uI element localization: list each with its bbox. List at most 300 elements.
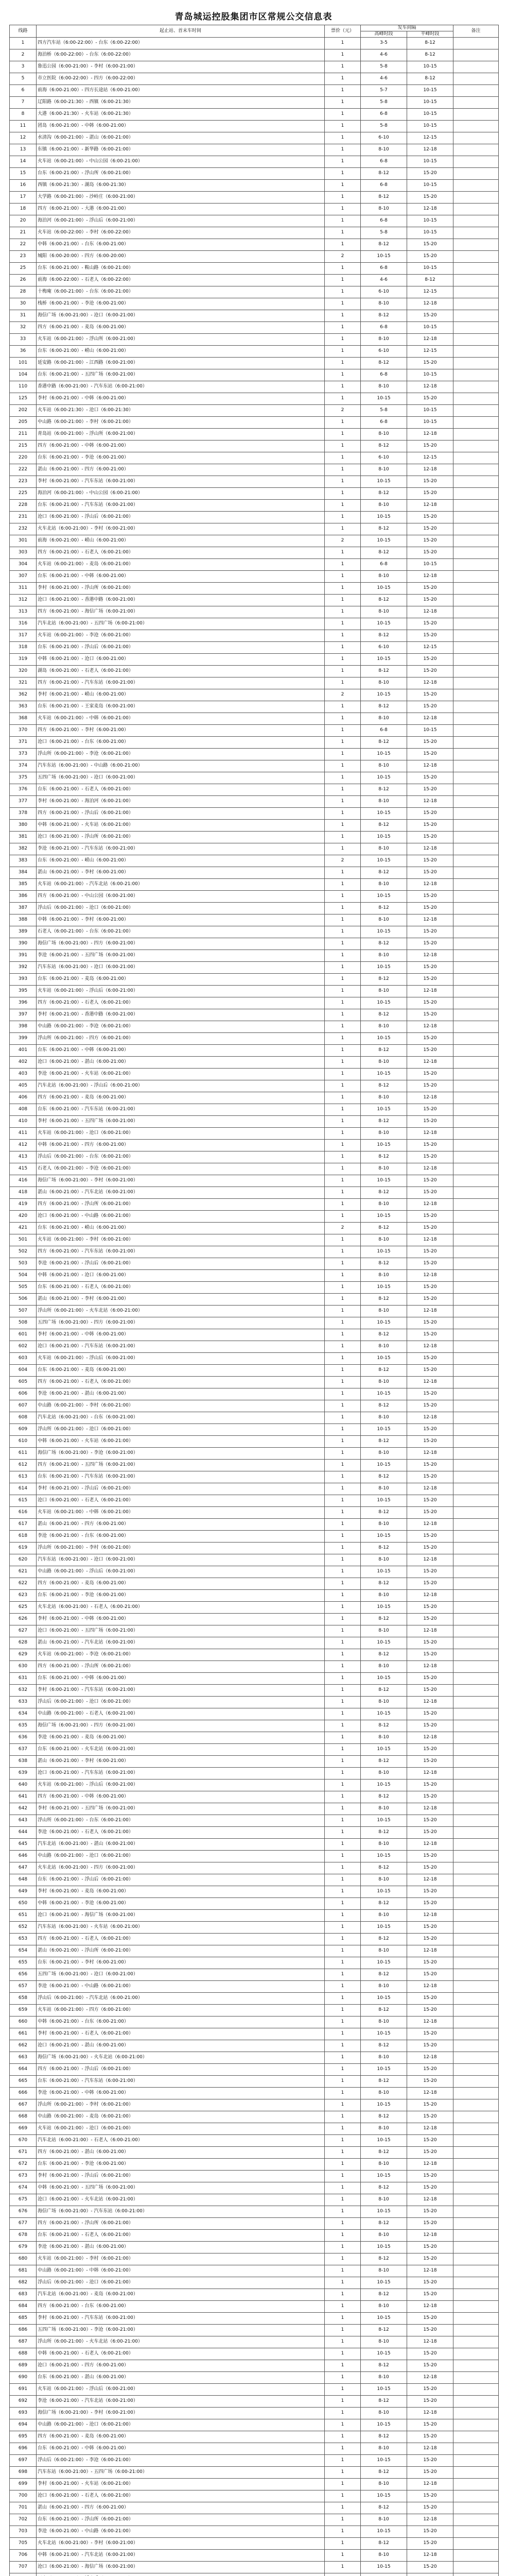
cell-line: 416: [10, 1175, 37, 1187]
cell-line: 377: [10, 795, 37, 807]
cell-fare: 1: [325, 1305, 361, 1317]
cell-note: [453, 630, 499, 641]
table-row: [10, 381, 499, 393]
cell-offpeak-interval: 15-20: [407, 1009, 453, 1021]
cell-offpeak-interval: 15-20: [407, 2004, 453, 2016]
cell-route: 火车北站（6:00-21:00）- 李村（6:00-21:00）: [37, 523, 325, 535]
cell-offpeak-interval: 15-20: [407, 1743, 453, 1755]
cell-route: 汽车北站（6:00-21:00）- 石老人（6:00-21:00）: [37, 2134, 325, 2146]
cell-note: [453, 1578, 499, 1589]
cell-note: [453, 250, 499, 262]
cell-route: 李沧（6:00-21:00）- 汽车北站（6:00-21:00）: [37, 2395, 325, 2407]
cell-line: 690: [10, 2371, 37, 2383]
cell-peak-interval: 10-15: [361, 1815, 407, 1826]
cell-peak-interval: 10-15: [361, 1388, 407, 1400]
cell-peak-interval: 8-12: [361, 1933, 407, 1945]
cell-peak-interval: 8-10: [361, 2229, 407, 2241]
cell-peak-interval: 10-15: [361, 1317, 407, 1329]
cell-note: [453, 1779, 499, 1791]
cell-route: 湛山（6:00-21:00）- 汽车北站（6:00-21:00）: [37, 1637, 325, 1649]
cell-line: 7: [10, 96, 37, 108]
cell-note: [453, 1755, 499, 1767]
cell-line: 110: [10, 381, 37, 393]
cell-offpeak-interval: 15-20: [407, 748, 453, 760]
cell-offpeak-interval: 15-20: [407, 1139, 453, 1151]
cell-line: 20: [10, 215, 37, 227]
cell-offpeak-interval: 12-18: [407, 2336, 453, 2348]
cell-route: 李村（6:00-21:00）- 五四广场（6:00-21:00）: [37, 1803, 325, 1815]
table-row: [10, 2371, 499, 2383]
cell-line: 11: [10, 120, 37, 132]
cell-peak-interval: 8-12: [361, 2289, 407, 2300]
cell-offpeak-interval: 15-20: [407, 1708, 453, 1720]
cell-fare: 1: [325, 2549, 361, 2561]
cell-offpeak-interval: 15-20: [407, 1258, 453, 1269]
cell-peak-interval: 8-12: [361, 2466, 407, 2478]
cell-note: [453, 2063, 499, 2075]
cell-peak-interval: 10-15: [361, 1495, 407, 1506]
cell-route: 中山路（6:00-21:00）- 李村（6:00-21:00）: [37, 416, 325, 428]
cell-note: [453, 310, 499, 321]
cell-route: 沧口（6:00-21:00）- 海信广场（6:00-21:00）: [37, 1909, 325, 1921]
cell-fare: 1: [325, 1459, 361, 1471]
table-row: [10, 618, 499, 630]
cell-peak-interval: 8-10: [361, 2158, 407, 2170]
cell-peak-interval: 8-12: [361, 2502, 407, 2514]
cell-note: [453, 203, 499, 215]
cell-fare: 1: [325, 1163, 361, 1175]
cell-route: 火车北站（6:00-21:00）- 石老人（6:00-21:00）: [37, 1601, 325, 1613]
cell-offpeak-interval: 12-18: [407, 914, 453, 926]
cell-line: 317: [10, 630, 37, 641]
cell-peak-interval: 10-15: [361, 1281, 407, 1293]
cell-note: [453, 2146, 499, 2158]
cell-note: [453, 1684, 499, 1696]
cell-fare: 1: [325, 2336, 361, 2348]
cell-offpeak-interval: 15-20: [407, 1104, 453, 1115]
cell-route: 湖岛（6:00-21:00）- 石老人（6:00-21:00）: [37, 665, 325, 677]
cell-line: 677: [10, 2217, 37, 2229]
cell-note: [453, 1886, 499, 1897]
cell-fare: 1: [325, 1127, 361, 1139]
cell-route: 汽车北站（6:00-21:00）- 浮山后（6:00-21:00）: [37, 1080, 325, 1092]
cell-route: 中韩（6:00-21:00）- 台东（6:00-21:00）: [37, 239, 325, 250]
cell-note: [453, 2336, 499, 2348]
cell-route: 东镇（6:00-21:00）- 新华路（6:00-21:00）: [37, 144, 325, 156]
cell-offpeak-interval: 12-18: [407, 333, 453, 345]
cell-fare: 1: [325, 369, 361, 381]
cell-offpeak-interval: 12-15: [407, 641, 453, 653]
cell-line: 225: [10, 487, 37, 499]
cell-note: [453, 1649, 499, 1660]
cell-note: [453, 1234, 499, 1246]
table-row: [10, 1518, 499, 1530]
header-interval: 发车间隔: [361, 25, 453, 31]
cell-line: 411: [10, 1127, 37, 1139]
table-row: [10, 2289, 499, 2300]
cell-fare: 1: [325, 1767, 361, 1779]
cell-peak-interval: 10-15: [361, 1708, 407, 1720]
cell-route: 台东（6:00-21:00）- 李沧（6:00-21:00）: [37, 452, 325, 464]
cell-line: 657: [10, 1980, 37, 1992]
cell-route: 四方（6:00-21:00）- 石老人（6:00-21:00）: [37, 1933, 325, 1945]
cell-line: 601: [10, 1329, 37, 1341]
cell-fare: 1: [325, 1980, 361, 1992]
cell-route: 中韩（6:00-21:00）- 石老人（6:00-21:00）: [37, 2348, 325, 2360]
cell-fare: 1: [325, 961, 361, 973]
cell-peak-interval: 8-12: [361, 1329, 407, 1341]
table-row: [10, 286, 499, 298]
cell-fare: 2: [325, 1222, 361, 1234]
cell-peak-interval: 8-12: [361, 1044, 407, 1056]
cell-route: 四方（6:00-21:00）- 浮山所（6:00-21:00）: [37, 2217, 325, 2229]
cell-note: [453, 1791, 499, 1803]
cell-fare: 1: [325, 1554, 361, 1566]
cell-line: 667: [10, 2099, 37, 2111]
cell-note: [453, 132, 499, 144]
cell-note: [453, 1080, 499, 1092]
cell-peak-interval: 8-10: [361, 1483, 407, 1495]
cell-peak-interval: 10-15: [361, 1352, 407, 1364]
cell-note: [453, 1767, 499, 1779]
cell-fare: 1: [325, 1471, 361, 1483]
table-container[interactable]: [9, 25, 498, 2576]
cell-fare: 1: [325, 2004, 361, 2016]
cell-line: 13: [10, 144, 37, 156]
cell-line: 703: [10, 2526, 37, 2537]
cell-note: [453, 1483, 499, 1495]
cell-offpeak-interval: 15-20: [407, 1649, 453, 1660]
table-row: [10, 203, 499, 215]
cell-offpeak-interval: 15-20: [407, 1613, 453, 1625]
cell-offpeak-interval: 12-15: [407, 345, 453, 357]
cell-peak-interval: 10-15: [361, 1637, 407, 1649]
cell-fare: 1: [325, 239, 361, 250]
cell-fare: 1: [325, 807, 361, 819]
cell-peak-interval: 10-15: [361, 2383, 407, 2395]
cell-offpeak-interval: 12-18: [407, 2016, 453, 2028]
cell-line: 312: [10, 594, 37, 606]
cell-peak-interval: 10-15: [361, 926, 407, 938]
cell-route: 李村（6:00-21:00）- 五四广场（6:00-21:00）: [37, 1115, 325, 1127]
cell-line: 380: [10, 819, 37, 831]
table-row: [10, 2134, 499, 2146]
cell-note: [453, 2158, 499, 2170]
cell-offpeak-interval: 10-15: [407, 84, 453, 96]
table-row: [10, 357, 499, 369]
cell-line: 686: [10, 2324, 37, 2336]
cell-line: 30: [10, 298, 37, 310]
cell-line: 666: [10, 2087, 37, 2099]
cell-line: 420: [10, 1210, 37, 1222]
cell-offpeak-interval: 15-20: [407, 2253, 453, 2265]
table-row: [10, 1554, 499, 1566]
cell-fare: 1: [325, 1269, 361, 1281]
cell-line: 702: [10, 2514, 37, 2526]
cell-offpeak-interval: 12-18: [407, 1483, 453, 1495]
table-row: [10, 1945, 499, 1957]
cell-fare: 1: [325, 1187, 361, 1198]
cell-line: 304: [10, 558, 37, 570]
cell-line: 506: [10, 1293, 37, 1305]
cell-fare: 1: [325, 357, 361, 369]
cell-route: 前海（6:00-22:00）- 石老人（6:00-22:00）: [37, 274, 325, 286]
table-row: [10, 665, 499, 677]
cell-note: [453, 2241, 499, 2253]
cell-note: [453, 2549, 499, 2561]
table-body: [10, 37, 499, 2576]
cell-note: [453, 1412, 499, 1423]
cell-fare: 2: [325, 855, 361, 867]
cell-peak-interval: 6-8: [361, 215, 407, 227]
cell-route: 十梅庵（6:00-21:00）- 台东（6:00-21:00）: [37, 286, 325, 298]
cell-line: 695: [10, 2431, 37, 2443]
table-row: [10, 1660, 499, 1672]
cell-route: 台东（6:00-21:00）- 汽车东站（6:00-21:00）: [37, 1104, 325, 1115]
table-row: [10, 2466, 499, 2478]
cell-peak-interval: 8-10: [361, 843, 407, 855]
cell-note: [453, 1862, 499, 1874]
cell-fare: 1: [325, 2265, 361, 2277]
cell-peak-interval: 10-15: [361, 2561, 407, 2573]
cell-note: [453, 1826, 499, 1838]
cell-line: 646: [10, 1850, 37, 1862]
cell-offpeak-interval: 15-20: [407, 1495, 453, 1506]
cell-fare: 1: [325, 2490, 361, 2502]
cell-fare: 1: [325, 1826, 361, 1838]
table-row: [10, 1838, 499, 1850]
cell-offpeak-interval: 15-20: [407, 2537, 453, 2549]
cell-route: 中山路（6:00-21:00）- 李村（6:00-21:00）: [37, 1400, 325, 1412]
table-row: [10, 144, 499, 156]
cell-offpeak-interval: 15-20: [407, 1684, 453, 1696]
cell-route: 海泊桥（6:00-22:00）- 台东（6:00-22:00）: [37, 49, 325, 61]
table-row: [10, 878, 499, 890]
cell-offpeak-interval: 15-20: [407, 997, 453, 1009]
table-row: [10, 369, 499, 381]
cell-line: 307: [10, 570, 37, 582]
cell-note: [453, 1175, 499, 1187]
cell-peak-interval: 8-12: [361, 167, 407, 179]
cell-fare: 1: [325, 630, 361, 641]
cell-line: 12: [10, 132, 37, 144]
cell-offpeak-interval: 12-18: [407, 464, 453, 476]
cell-route: 台东（6:00-21:00）- 石老人（6:00-21:00）: [37, 784, 325, 795]
cell-route: 四方（6:00-21:00）- 汽车东站（6:00-21:00）: [37, 1246, 325, 1258]
cell-peak-interval: 5-8: [361, 120, 407, 132]
cell-peak-interval: 8-12: [361, 310, 407, 321]
cell-fare: 1: [325, 760, 361, 772]
cell-offpeak-interval: 15-20: [407, 2419, 453, 2431]
cell-note: [453, 227, 499, 239]
cell-peak-interval: 8-10: [361, 950, 407, 961]
cell-route: 台东（6:00-21:00）- 李沧（6:00-21:00）: [37, 2158, 325, 2170]
cell-route: 湛山（6:00-21:00）- 李村（6:00-21:00）: [37, 1293, 325, 1305]
cell-note: [453, 582, 499, 594]
cell-peak-interval: 10-15: [361, 2241, 407, 2253]
cell-offpeak-interval: 12-18: [407, 606, 453, 618]
cell-note: [453, 2040, 499, 2052]
cell-line: 373: [10, 748, 37, 760]
cell-offpeak-interval: 12-18: [407, 1518, 453, 1530]
cell-note: [453, 144, 499, 156]
cell-offpeak-interval: 15-20: [407, 1992, 453, 2004]
cell-peak-interval: 8-12: [361, 2075, 407, 2087]
cell-line: 313: [10, 606, 37, 618]
table-row: [10, 1625, 499, 1637]
table-row: [10, 1791, 499, 1803]
cell-line: 706: [10, 2549, 37, 2561]
cell-line: 662: [10, 2040, 37, 2052]
cell-offpeak-interval: 15-20: [407, 357, 453, 369]
cell-fare: 1: [325, 487, 361, 499]
cell-note: [453, 2194, 499, 2206]
cell-offpeak-interval: 15-20: [407, 2182, 453, 2194]
cell-offpeak-interval: 15-20: [407, 1068, 453, 1080]
cell-route: 前海（6:00-21:00）- 崂山（6:00-21:00）: [37, 535, 325, 547]
cell-route: 李村（6:00-21:00）- 浮山后（6:00-21:00）: [37, 1483, 325, 1495]
cell-note: [453, 1838, 499, 1850]
cell-route: 沧口（6:00-21:00）- 湛山（6:00-21:00）: [37, 2040, 325, 2052]
cell-peak-interval: 8-10: [361, 985, 407, 997]
cell-line: 397: [10, 1009, 37, 1021]
cell-route: 李村（6:00-21:00）- 汽车东站（6:00-21:00）: [37, 2312, 325, 2324]
cell-route: 市立医院（6:00-22:00）- 四方（6:00-22:00）: [37, 73, 325, 84]
cell-line: 628: [10, 1637, 37, 1649]
cell-note: [453, 1850, 499, 1862]
cell-peak-interval: 8-10: [361, 1092, 407, 1104]
cell-offpeak-interval: 15-20: [407, 1542, 453, 1554]
cell-offpeak-interval: 12-15: [407, 132, 453, 144]
cell-offpeak-interval: 15-20: [407, 2324, 453, 2336]
cell-offpeak-interval: 10-15: [407, 156, 453, 167]
table-row: [10, 689, 499, 701]
table-row: [10, 1672, 499, 1684]
cell-note: [453, 677, 499, 689]
cell-line: 615: [10, 1495, 37, 1506]
cell-note: [453, 938, 499, 950]
cell-note: [453, 2454, 499, 2466]
cell-peak-interval: 6-10: [361, 132, 407, 144]
cell-peak-interval: 8-12: [361, 2182, 407, 2194]
cell-line: 699: [10, 2478, 37, 2490]
cell-fare: 1: [325, 499, 361, 511]
cell-route: 四方（6:00-21:00）- 台东（6:00-21:00）: [37, 2300, 325, 2312]
cell-route: 台东（6:00-21:00）- 汽车东站（6:00-21:00）: [37, 2075, 325, 2087]
cell-peak-interval: 10-15: [361, 250, 407, 262]
cell-line: 692: [10, 2395, 37, 2407]
cell-route: 浮山后（6:00-21:00）- 汽车北站（6:00-21:00）: [37, 1992, 325, 2004]
cell-note: [453, 1815, 499, 1826]
cell-offpeak-interval: 15-20: [407, 1720, 453, 1732]
cell-line: 28: [10, 286, 37, 298]
cell-route: 浮山所（6:00-21:00）- 台东（6:00-21:00）: [37, 1815, 325, 1826]
cell-note: [453, 1542, 499, 1554]
cell-fare: 1: [325, 784, 361, 795]
cell-fare: 1: [325, 926, 361, 938]
cell-route: 汽车东站（6:00-21:00）- 火车站（6:00-21:00）: [37, 1921, 325, 1933]
cell-offpeak-interval: 10-15: [407, 215, 453, 227]
cell-line: 653: [10, 1933, 37, 1945]
table-row: [10, 1163, 499, 1175]
cell-line: 705: [10, 2537, 37, 2549]
cell-note: [453, 2277, 499, 2289]
cell-note: [453, 724, 499, 736]
cell-line: 8: [10, 108, 37, 120]
table-row: [10, 310, 499, 321]
cell-offpeak-interval: 12-18: [407, 1980, 453, 1992]
cell-peak-interval: 8-12: [361, 440, 407, 452]
table-row: [10, 1435, 499, 1447]
cell-peak-interval: 8-12: [361, 547, 407, 558]
cell-fare: 1: [325, 191, 361, 203]
cell-offpeak-interval: 15-20: [407, 2395, 453, 2407]
cell-fare: 1: [325, 1743, 361, 1755]
cell-note: [453, 1992, 499, 2004]
cell-line: 698: [10, 2466, 37, 2478]
cell-note: [453, 2229, 499, 2241]
cell-fare: 2: [325, 535, 361, 547]
cell-peak-interval: 8-10: [361, 1412, 407, 1423]
cell-peak-interval: 8-12: [361, 1400, 407, 1412]
cell-route: 台东（6:00-21:00）- 浮山后（6:00-21:00）: [37, 641, 325, 653]
cell-fare: 1: [325, 1945, 361, 1957]
cell-peak-interval: 6-10: [361, 345, 407, 357]
cell-fare: 1: [325, 582, 361, 594]
cell-fare: 1: [325, 878, 361, 890]
table-row: [10, 1589, 499, 1601]
table-row: [10, 2300, 499, 2312]
table-row: [10, 1305, 499, 1317]
cell-peak-interval: 8-10: [361, 2052, 407, 2063]
cell-offpeak-interval: 15-20: [407, 2490, 453, 2502]
cell-line: 228: [10, 499, 37, 511]
cell-line: 643: [10, 1815, 37, 1826]
cell-note: [453, 2502, 499, 2514]
table-row: [10, 2360, 499, 2371]
cell-fare: 1: [325, 108, 361, 120]
table-row: [10, 1210, 499, 1222]
cell-route: 五四广场（6:00-21:00）- 四方（6:00-21:00）: [37, 1317, 325, 1329]
cell-route: 沧口（6:00-21:00）- 五四广场（6:00-21:00）: [37, 1625, 325, 1637]
table-row: [10, 1483, 499, 1495]
cell-offpeak-interval: 15-20: [407, 1672, 453, 1684]
cell-offpeak-interval: 15-20: [407, 1933, 453, 1945]
cell-note: [453, 1743, 499, 1755]
cell-peak-interval: 8-12: [361, 2324, 407, 2336]
table-row: [10, 914, 499, 926]
cell-route: 李村（6:00-21:00）- 香港中路（6:00-21:00）: [37, 1009, 325, 1021]
table-row: [10, 156, 499, 167]
cell-line: 101: [10, 357, 37, 369]
table-row: [10, 1921, 499, 1933]
table-row: [10, 748, 499, 760]
table-row: [10, 1151, 499, 1163]
cell-route: 台东（6:00-21:00）- 火车北站（6:00-21:00）: [37, 1743, 325, 1755]
cell-note: [453, 843, 499, 855]
table-row: [10, 1980, 499, 1992]
cell-note: [453, 298, 499, 310]
cell-line: 402: [10, 1056, 37, 1068]
cell-peak-interval: 8-12: [361, 1897, 407, 1909]
cell-offpeak-interval: 15-20: [407, 310, 453, 321]
cell-route: 火车站（6:00-21:00）- 浮山后（6:00-21:00）: [37, 1352, 325, 1364]
cell-peak-interval: 10-15: [361, 2206, 407, 2217]
cell-peak-interval: 8-10: [361, 1732, 407, 1743]
cell-note: [453, 795, 499, 807]
table-row: [10, 1104, 499, 1115]
cell-route: 汽车北站（6:00-21:00）- 湛山（6:00-21:00）: [37, 1838, 325, 1850]
